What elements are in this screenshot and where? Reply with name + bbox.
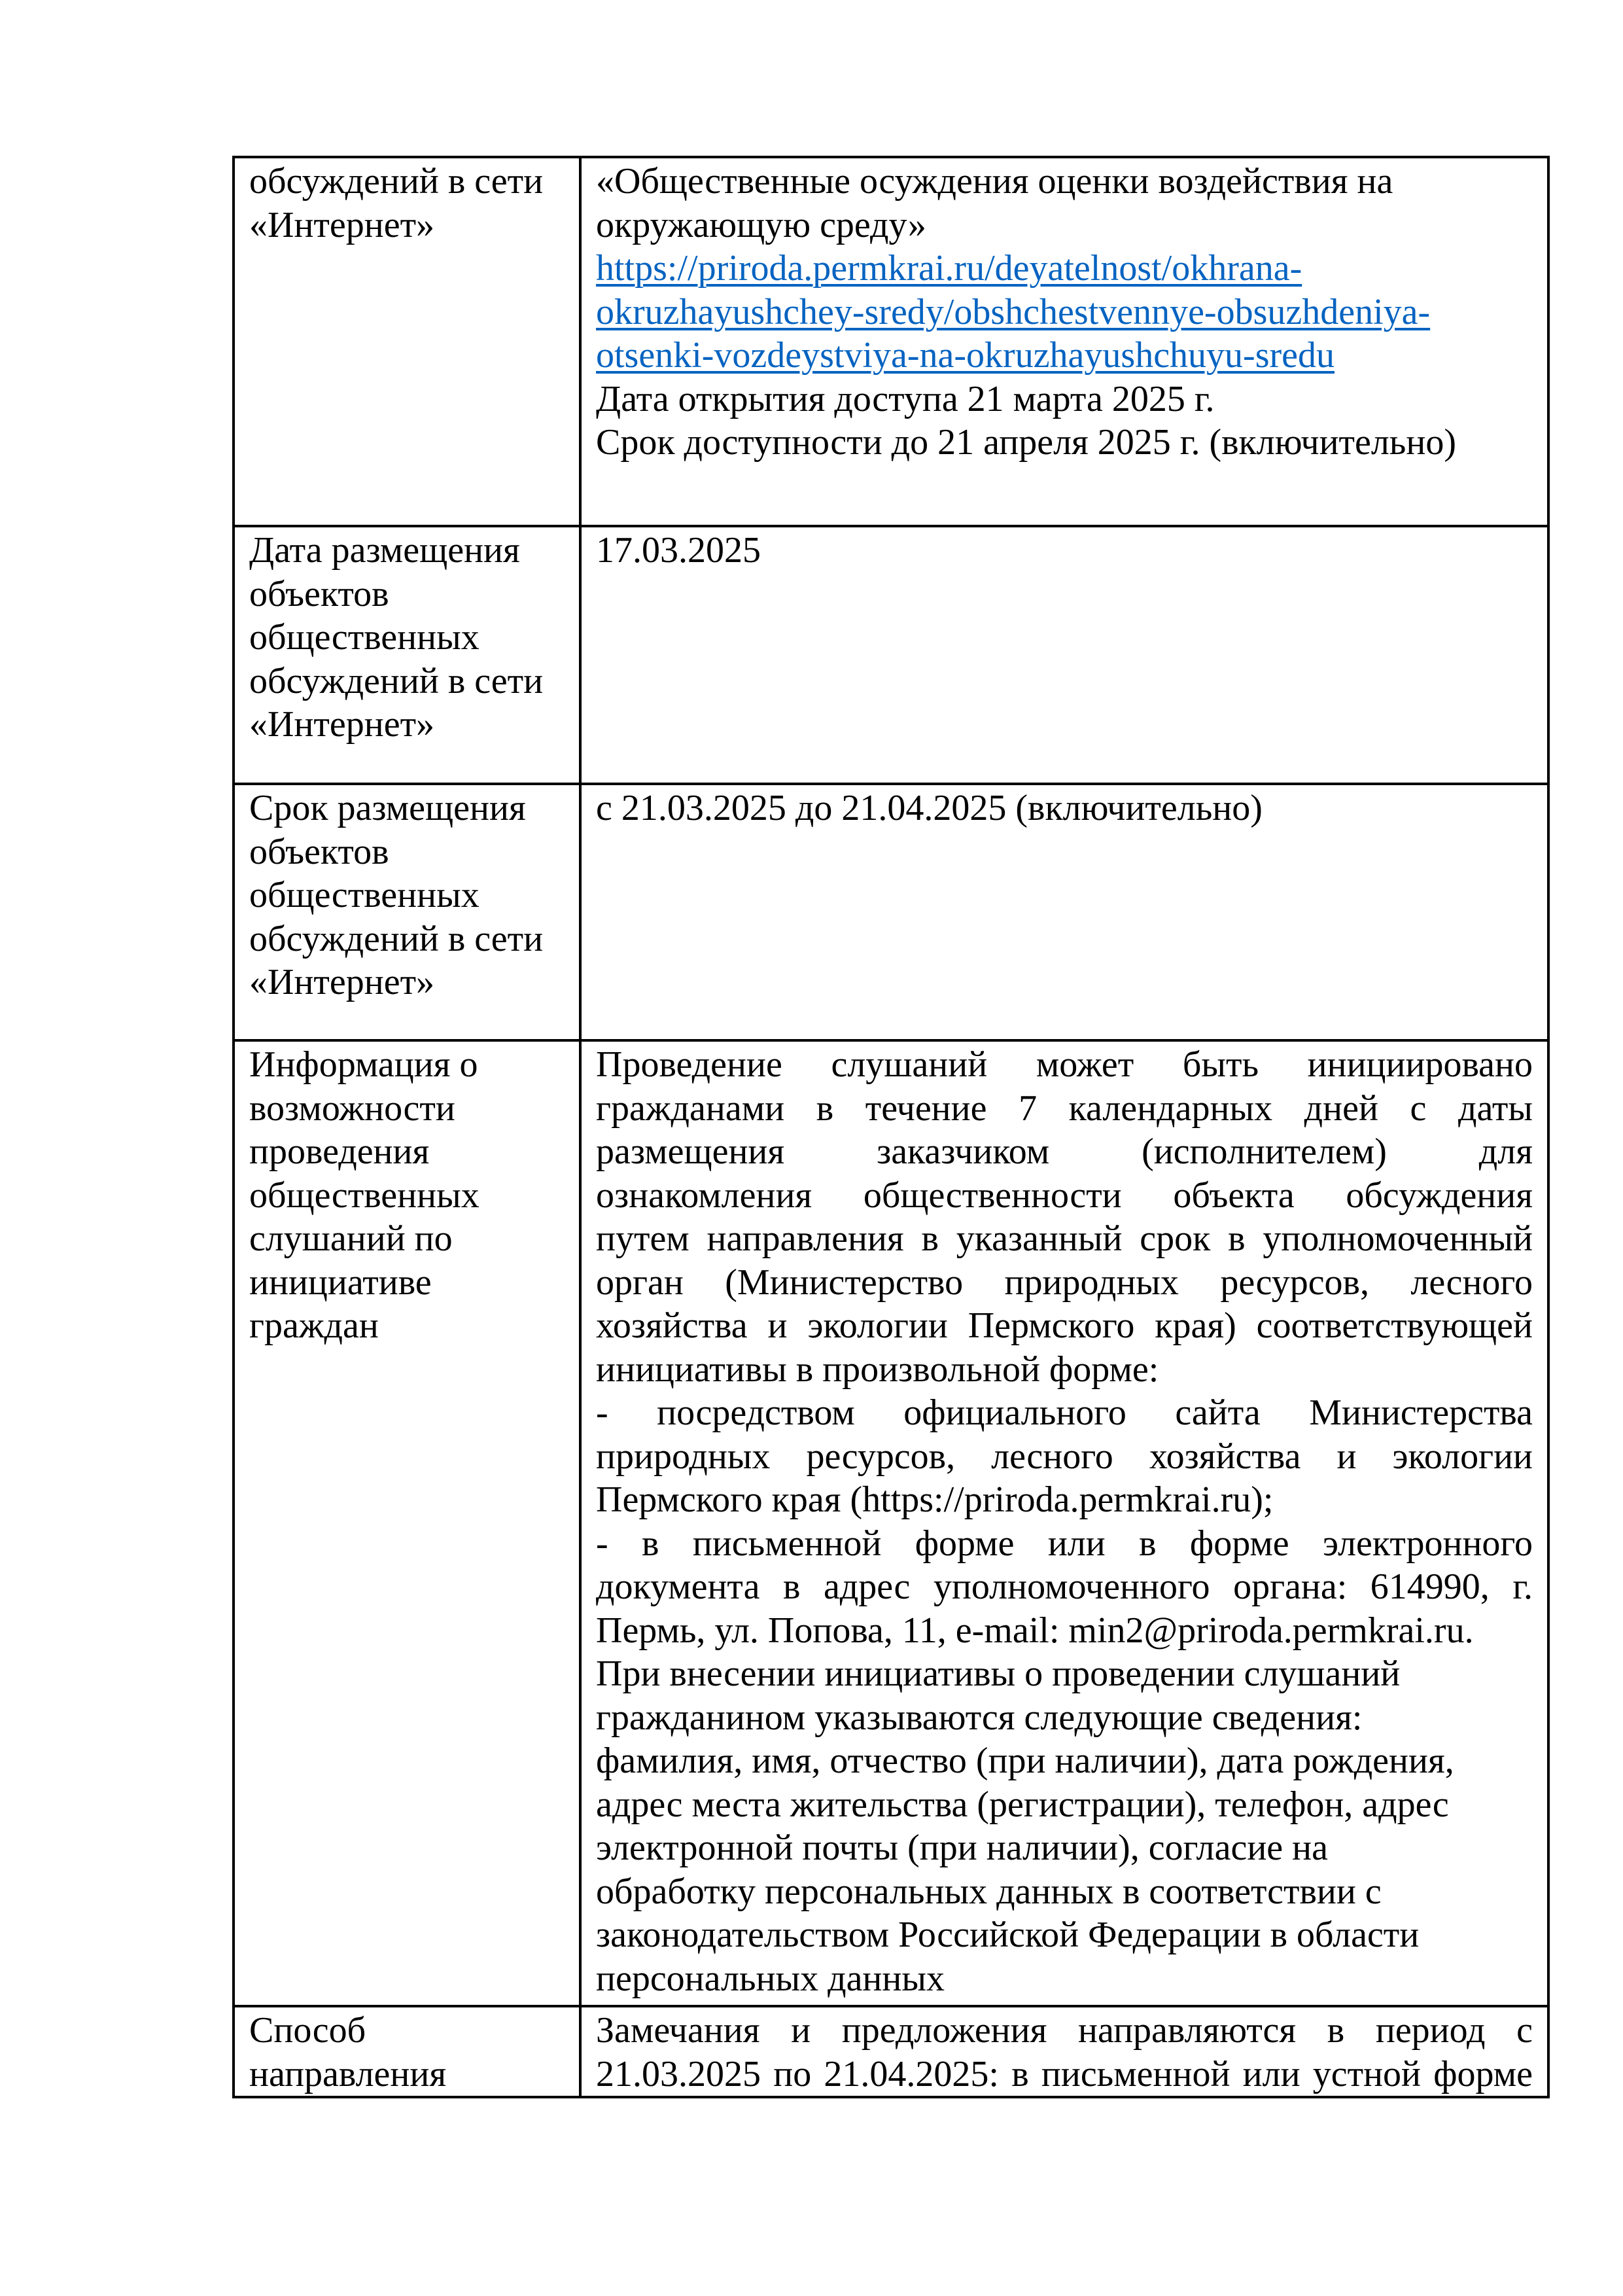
- paragraph-line: Пермского края (https://priroda.permkrai.ru);: [596, 1479, 1274, 1520]
- placement-date: 17.03.2025: [596, 530, 761, 571]
- info-table: [232, 156, 1550, 2098]
- paragraph-line: электронной почты (при наличии), согласие на: [596, 1828, 1328, 1868]
- paragraph-line: путем направления в указанный срок в уполномоченный: [596, 1218, 1533, 1259]
- table-row: [234, 526, 1548, 784]
- table-row: [234, 784, 1548, 1040]
- paragraph-line: гражданами в течение 7 календарных дней с даты: [596, 1087, 1533, 1129]
- label-line: обсуждений в сети: [249, 161, 544, 202]
- label-line: объектов: [249, 831, 389, 872]
- paragraph-line: хозяйства и экологии Пермского края) соответствующей: [596, 1305, 1533, 1346]
- table-row: [234, 157, 1548, 526]
- label-line: Дата размещения: [249, 530, 520, 571]
- paragraph-line: При внесении инициативы о проведении слушаний: [596, 1653, 1401, 1694]
- paragraph-line: обработку персональных данных в соответствии с: [596, 1871, 1382, 1912]
- paragraph-line: фамилия, имя, отчество (при наличии), дата рождения,: [596, 1740, 1454, 1781]
- label-line: общественных: [249, 875, 480, 915]
- table-row: [234, 1040, 1548, 2006]
- discussion-title-line: «Общественные осуждения оценки воздействия на: [596, 161, 1393, 202]
- label-line: проведения: [249, 1131, 430, 1172]
- paragraph-line: Замечания и предложения направляются в период с: [596, 2010, 1533, 2051]
- label-line: «Интернет»: [249, 962, 435, 1002]
- placement-period: с 21.03.2025 до 21.04.2025 (включительно): [596, 788, 1263, 828]
- row-value: [580, 2006, 1548, 2097]
- paragraph-line: - в письменной форме или в форме электронного: [596, 1523, 1533, 1564]
- label-line: обсуждений в сети: [249, 660, 544, 701]
- label-line: общественных: [249, 1174, 480, 1216]
- paragraph-line: ознакомления общественности объекта обсуждения: [596, 1174, 1533, 1216]
- label-line: граждан: [249, 1305, 379, 1346]
- discussion-link[interactable]: https://priroda.permkrai.ru/deyatelnost/okhrana-: [596, 248, 1302, 289]
- paragraph-line: - посредством официального сайта Министерства: [596, 1392, 1533, 1433]
- label-line: инициативе: [249, 1262, 432, 1303]
- row-label: [234, 2006, 580, 2097]
- open-date-text: Дата открытия доступа 21 марта 2025 г.: [596, 378, 1215, 419]
- paragraph-line: орган (Министерство природных ресурсов, лесного: [596, 1262, 1533, 1303]
- paragraph-line: размещения заказчиком (исполнителем) для: [596, 1131, 1533, 1172]
- paragraph-line: персональных данных: [596, 1958, 945, 1999]
- label-line: Срок размещения: [249, 788, 526, 828]
- paragraph-line: 21.03.2025 по 21.04.2025: в письменной или устной форме: [596, 2053, 1533, 2094]
- row-label: [234, 1040, 580, 2006]
- label-line: Способ: [249, 2010, 366, 2051]
- paragraph-line: природных ресурсов, лесного хозяйства и экологии: [596, 1436, 1533, 1477]
- label-line: обсуждений в сети: [249, 918, 544, 959]
- row-value: [580, 1040, 1548, 2006]
- discussion-link[interactable]: okruzhayushchey-sredy/obshchestvennye-obsuzhdeniya-: [596, 291, 1431, 332]
- paragraph-line: гражданином указываются следующие сведения:: [596, 1697, 1363, 1738]
- row-value: [580, 526, 1548, 784]
- table-row: [234, 2006, 1548, 2097]
- paragraph-line: документа в адрес уполномоченного органа: 614990, г.: [596, 1566, 1533, 1607]
- discussion-link[interactable]: otsenki-vozdeystviya-na-okruzhayushchuyu-sredu: [596, 335, 1335, 376]
- row-label: [234, 526, 580, 784]
- label-line: направления: [249, 2053, 447, 2094]
- paragraph-line: Проведение слушаний может быть инициировано: [596, 1044, 1533, 1085]
- row-value: [580, 784, 1548, 1040]
- discussion-title-line: окружающую среду»: [596, 204, 926, 245]
- label-line: слушаний по: [249, 1218, 453, 1259]
- paragraph-line: инициативы в произвольной форме:: [596, 1349, 1159, 1390]
- paragraph-line: адрес места жительства (регистрации), телефон, адрес: [596, 1784, 1449, 1825]
- label-line: Информация о: [249, 1044, 478, 1085]
- availability-text: Срок доступности до 21 апреля 2025 г. (включительно): [596, 422, 1456, 463]
- label-line: возможности: [249, 1087, 455, 1129]
- row-label: [234, 157, 580, 526]
- label-line: «Интернет»: [249, 704, 435, 745]
- paragraph-line: Пермь, ул. Попова, 11, e-mail: min2@priroda.permkrai.ru.: [596, 1610, 1474, 1651]
- row-label: [234, 784, 580, 1040]
- label-line: «Интернет»: [249, 204, 435, 245]
- label-line: объектов: [249, 573, 389, 614]
- row-value: [580, 157, 1548, 526]
- label-line: общественных: [249, 617, 480, 658]
- paragraph-line: законодательством Российской Федерации в области: [596, 1915, 1420, 1955]
